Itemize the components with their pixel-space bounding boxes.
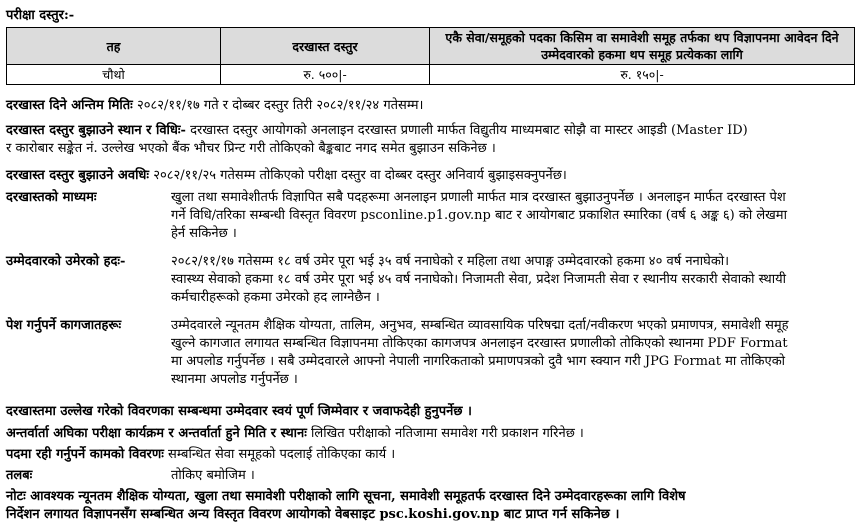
interview-section (6, 425, 855, 443)
interview-value: लिखित परीक्षाको नतिजामा समावेश गरी प्रकाशन गरिनेछ । (311, 426, 584, 441)
documents-line3: मा अपलोड गर्नुपर्नेछ । सबै उम्मेदवारले आफ्नो नेपाली नागरिकताको प्रमाणपत्रको दुवै भाग स्क्यान गरी JPG Format मा तोकिएको (171, 354, 786, 369)
age-line1: २०८२/११/१७ गतेसम्म १८ वर्ष उमेर पूरा भई ३५ वर्ष ननाघेको र महिला तथा अपाङ्ग उम्मेदवारको हकमा ४० वर्ष ननाघेको। (171, 254, 730, 269)
interview-label: अन्तर्वार्ता अघिका परीक्षा कार्यक्रम र अन्तर्वार्ता हुने मिति र स्थानः (6, 426, 307, 441)
documents-line2: खुल्ने कागजात लगायत सम्बन्धित विज्ञापनमा तोकिएका कागजपत्र अनलाइन दरखास्त प्रणालीको तोकिएको स्थानमा PDF Format (171, 336, 788, 351)
documents-line1: उम्मेदवारले न्यूनतम शैक्षिक योग्यता, तालिम, अनुभव, सम्बन्धित व्यावसायिक परिषद्मा दर्ता/नवीकरण भएको प्रमाणपत्र, समावेशी समूह (171, 318, 789, 333)
fee-table (6, 27, 855, 85)
method-section (6, 122, 855, 158)
deadline-value: २०८२/११/१७ गते र दोब्बर दस्तुर तिरी २०८२/११/२४ गतेसम्म। (136, 98, 424, 113)
medium-line3: हेर्न सकिनेछ । (171, 226, 237, 241)
age-line2: स्वास्थ्य सेवाको हकमा १८ वर्ष उमेर पूरा भई ४५ वर्ष ननाघेको। निजामती सेवा, प्रदेश निजामती सेवा र स्थानीय सरकारी सेवाको स्थायी (171, 272, 786, 287)
cell-level: चौथो (7, 65, 221, 85)
note-section (6, 488, 855, 524)
header-additional-group-fee (430, 28, 855, 65)
cell-additional-fee: रु. १५०|- (430, 65, 855, 85)
medium-line2: गर्ने विधि/तरिका सम्बन्धी विस्तृत विवरण psconline.p1.gov.np बाट र आयोगबाट प्रकाशित स्मारिका (वर्ष ६ अङ्क ६) को लेखमा (171, 208, 787, 223)
medium-section (6, 189, 855, 243)
salary-label: तलबः (6, 468, 33, 483)
method-line1: दरखास्त दस्तुर आयोगको अनलाइन दरखास्त प्रणाली मार्फत विद्युतीय माध्यमबाट सोझै वा मास्टर आइडी (Master ID) (190, 123, 748, 138)
job-value: सम्बन्धित सेवा समूहको पदलाई तोकिएका कार्य । (168, 447, 396, 462)
documents-section (6, 317, 855, 389)
medium-line1: खुला तथा समावेशीतर्फ विज्ञापित सबै पदहरूमा अनलाइन प्रणाली मार्फत मात्र दरखास्त बुझाउनुपर्नेछ । अनलाइन मार्फत दरखास्त पेश (171, 190, 786, 205)
deadline-label: दरखास्त दिने अन्तिम मितिः (6, 98, 133, 113)
method-label: दरखास्त दस्तुर बुझाउने स्थान र विधिः- (6, 123, 186, 138)
period-section (6, 167, 855, 185)
job-label: पदमा रही गर्नुपर्ने कामको विवरणः (6, 447, 164, 462)
period-value: २०८२/११/२५ गतेसम्म तोकिएको परीक्षा दस्तुर वा दोब्बर दस्तुर अनिवार्य बुझाइसक्नुपर्नेछ। (153, 168, 567, 183)
period-label: दरखास्त दस्तुर बुझाउने अवधिः (6, 168, 150, 183)
header-level: तह (7, 28, 221, 65)
header-additional-line2: उम्मेदवारको हकमा थप समूह प्रत्येकका लागि (541, 47, 743, 62)
cell-fee: रु. ५००|- (221, 65, 430, 85)
documents-label: पेश गर्नुपर्ने कागजातहरूः (6, 318, 122, 333)
age-text (171, 253, 855, 307)
method-line2: र कारोबार सङ्केत नं. उल्लेख भएको बैंक भौचर प्रिन्ट गरी तोकिएको बैङ्कबाट नगद समेत बुझाउन सकिनेछ । (6, 141, 496, 156)
header-additional-line1: एकै सेवा/समूहको पदका किसिम वा समावेशी समूह तर्फका थप विज्ञापनमा आवेदन दिने (445, 30, 839, 45)
documents-line4: स्थानमा अपलोड गर्नुपर्नेछ । (171, 372, 298, 387)
fee-table-header-row (7, 28, 855, 65)
documents-text (171, 317, 855, 389)
medium-label: दरखास्तको माध्यमः (6, 190, 97, 205)
header-application-fee: दरखास्त दस्तुर (221, 28, 430, 65)
job-section (6, 446, 855, 464)
age-label: उम्मेदवारको उमेरको हदः- (6, 254, 126, 269)
section-heading: परीक्षा दस्तुर:- (6, 8, 75, 23)
salary-value: तोकिए बमोजिम । (171, 468, 255, 483)
age-section (6, 253, 855, 307)
medium-text (171, 189, 855, 243)
responsibility-statement: दरखास्तमा उल्लेख गरेको विवरणका सम्बन्धमा उम्मेदवार स्वयं पूर्ण जिम्मेवार र जवाफदेही हुनुपर्नेछ । (6, 404, 472, 419)
salary-section (6, 467, 855, 485)
note-line1: नोटः आवश्यक न्यूनतम शैक्षिक योग्यता, खुला तथा समावेशी परीक्षाको लागि सूचना, समावेशी समूहतर्फ दरखास्त दिने उम्मेदवारहरूका लागि विशेष (6, 489, 686, 504)
note-line2: निर्देशन लगायत विज्ञापनसँग सम्बन्धित अन्य विस्तृत विवरण आयोगको वेबसाइट psc.koshi.gov.np बाट प्राप्त गर्न सकिनेछ । (6, 507, 620, 522)
age-line3: कर्मचारीहरूको हकमा उमेरको हद लाग्नेछैन । (171, 290, 380, 305)
table-row (7, 65, 855, 85)
deadline-section (6, 97, 855, 115)
